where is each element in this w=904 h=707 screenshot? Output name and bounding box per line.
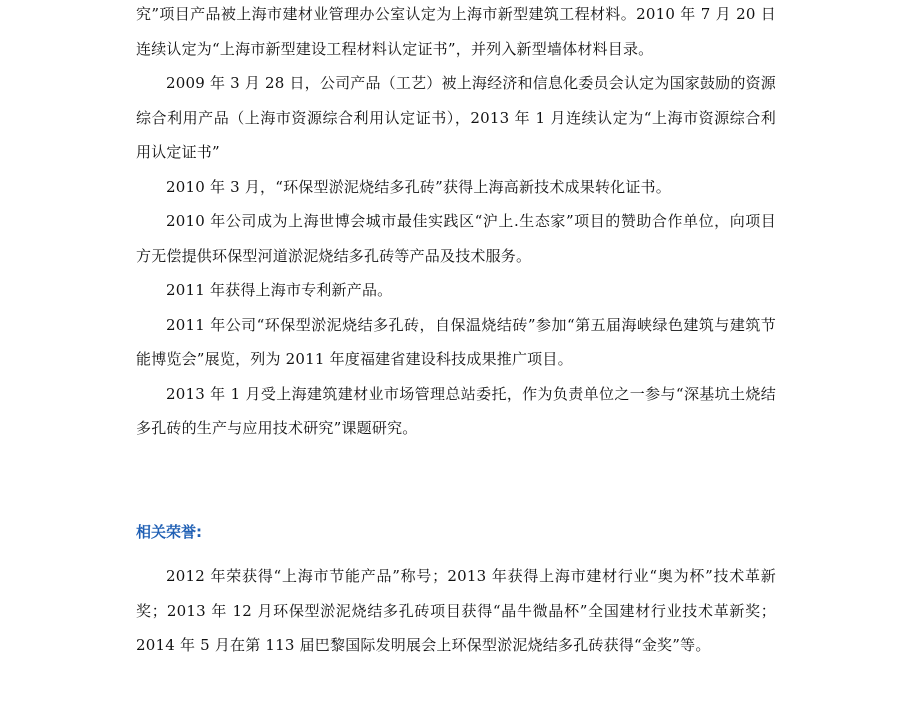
paragraph-continuation: 究”项目产品被上海市建材业管理办公室认定为上海市新型建筑工程材料。2010 年 7 月 20 日连续认定为“上海市新型建设工程材料认定证书”，并列入新型墙体材料目录。 (136, 5, 776, 58)
paragraph-honors: 2012 年荣获得“上海市节能产品”称号；2013 年获得上海市建材行业“奥为杯”技术革新奖；2013 年 12 月环保型淤泥烧结多孔砖项目获得“晶牛微晶杯”全国建材行业技术革新奖；2014 年 5 月在第 113 届巴黎国际发明展会上环保型淤泥烧结多孔砖获得“金奖”等。 (136, 567, 776, 654)
paragraph-2013-research: 2013 年 1 月受上海建筑建材业市场管理总站委托，作为负责单位之一参与“深基坑土烧结多孔砖的生产与应用技术研究”课题研究。 (136, 384, 776, 437)
body-text-top (136, 0, 776, 446)
paragraph-2011-exhibition: 2011 年公司“环保型淤泥烧结多孔砖，自保温烧结砖”参加“第五届海峡绿色建筑与建筑节能博览会”展览，列为 2011 年度福建省建设科技成果推广项目。 (136, 315, 776, 368)
paragraph-2010-hightech-certificate: 2010 年 3 月，“环保型淤泥烧结多孔砖”获得上海高新技术成果转化证书。 (166, 177, 671, 196)
paragraph-2011-patent-product: 2011 年获得上海市专利新产品。 (166, 281, 393, 299)
honors-heading: 相关荣誉: (136, 523, 202, 541)
body-text-honors (136, 559, 776, 663)
paragraph-2010-expo-sponsor: 2010 年公司成为上海世博会城市最佳实践区“沪上.生态家”项目的赞助合作单位，向项目方无偿提供环保型河道淤泥烧结多孔砖等产品及技术服务。 (136, 212, 776, 265)
paragraph-2009-resource-recognition: 2009 年 3 月 28 日，公司产品（工艺）被上海经济和信息化委员会认定为国家鼓励的资源综合利用产品（上海市资源综合利用认定证书），2013 年 1 月连续认定为“上海市资源综合利用认定证书” (136, 74, 776, 161)
